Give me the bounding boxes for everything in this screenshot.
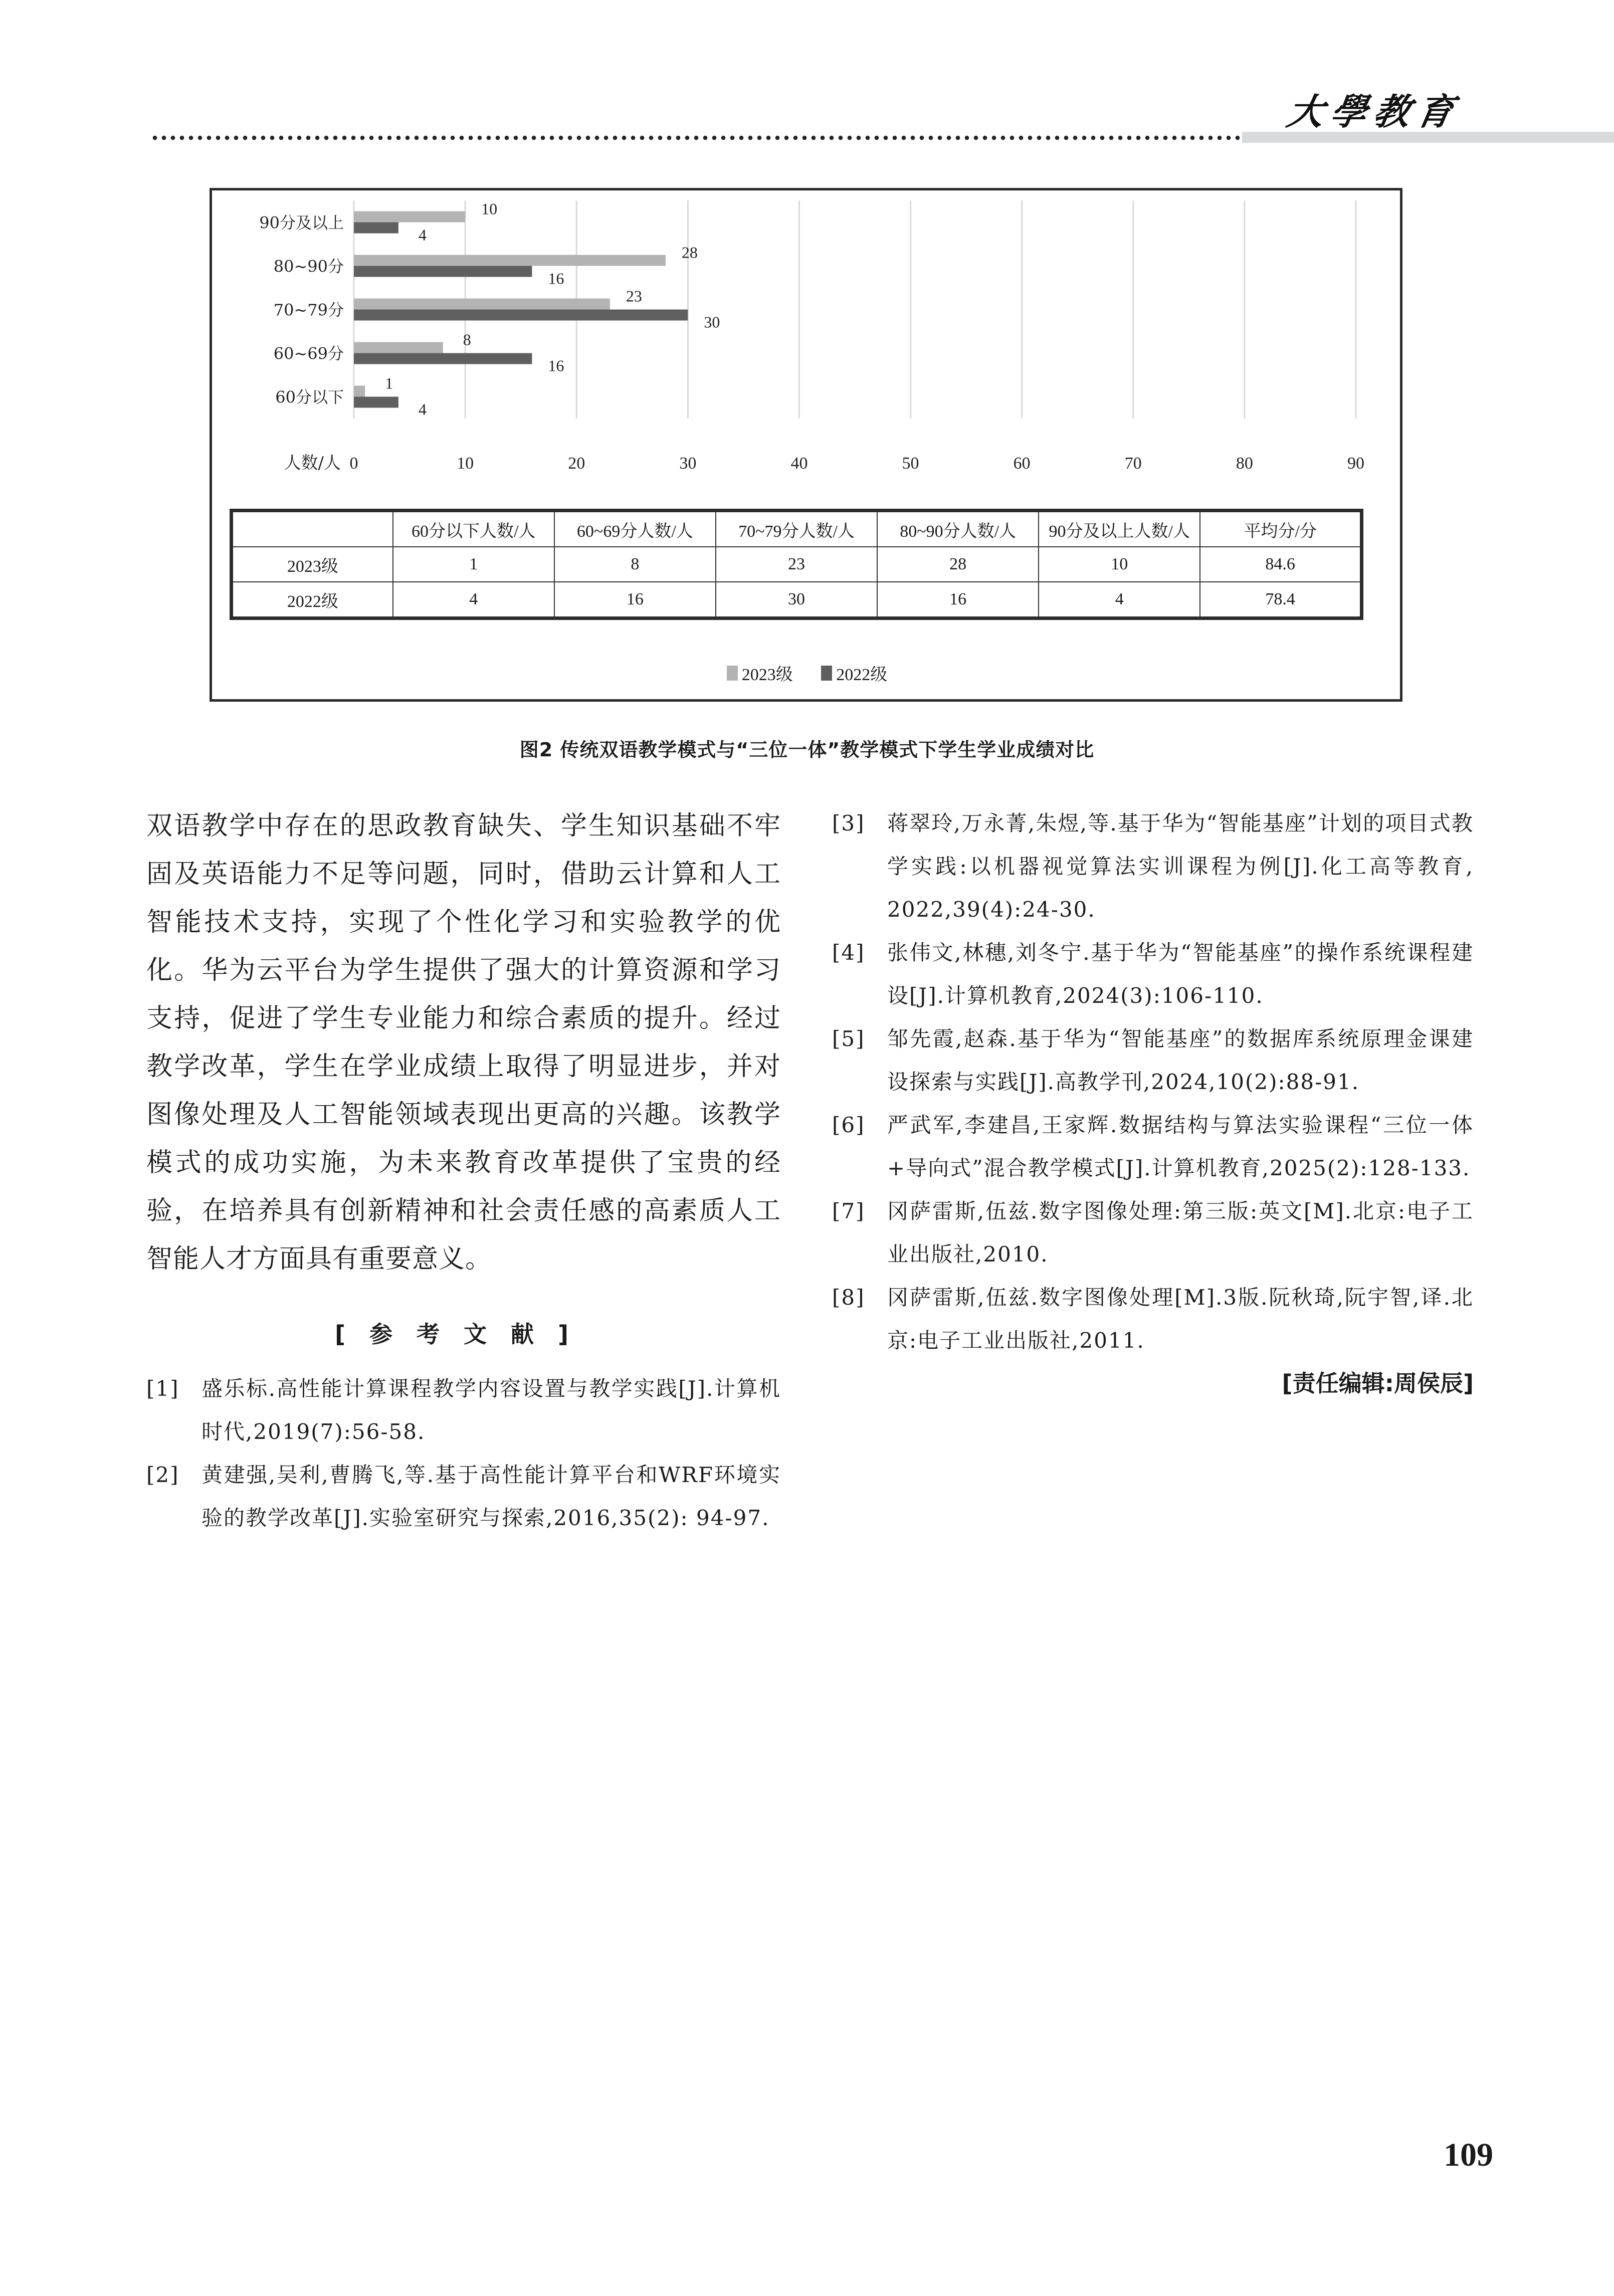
x-tick-label: 0: [349, 454, 358, 473]
reference-number: [6]: [832, 1113, 865, 1137]
reference-number: [2]: [146, 1463, 179, 1487]
header-dotted-rule: [150, 135, 1268, 140]
reference-text: 盛乐标.高性能计算课程教学内容设置与教学实践[J].计算机时代,2019(7):56-58.: [201, 1376, 781, 1444]
table-cell: 16: [877, 582, 1039, 618]
reference-text: 冈萨雷斯,伍兹.数字图像处理:第三版:英文[M].北京:电子工业出版社,2010.: [887, 1199, 1474, 1267]
category-label: 60分以下: [275, 387, 344, 407]
reference-text: 蒋翠玲,万永菁,朱煜,等.基于华为“智能基座”计划的项目式教学实践:以机器视觉算法实训课程为例[J].化工高等教育, 2022,39(4):24-30.: [887, 811, 1474, 922]
reference-list-left: [146, 1367, 781, 1540]
table-cell: 4: [393, 582, 554, 618]
category-label: 90分及以上: [259, 213, 344, 233]
labels: [259, 200, 1364, 474]
x-tick-label: 20: [568, 454, 585, 473]
bar-chart: [210, 188, 1402, 509]
reference-number: [8]: [832, 1285, 865, 1310]
references-heading: [参考文献]: [334, 1321, 593, 1348]
table-cell: 8: [554, 547, 716, 582]
x-tick-label: 10: [457, 454, 474, 473]
legend-label-2022: 2022级: [836, 666, 888, 684]
category-label: 70~79分: [273, 300, 344, 320]
legend-label-2023: 2023级: [741, 666, 793, 684]
bar-2022级: [354, 223, 398, 234]
table-header-cell: 70~79分人数/人: [716, 511, 877, 547]
bar-2023级: [354, 342, 443, 353]
x-tick-label: 80: [1236, 454, 1253, 473]
right-column: [832, 802, 1474, 1398]
reference-text: 张伟文,林穗,刘冬宁.基于华为“智能基座”的操作系统课程建设[J].计算机教育,2024(3):106-110.: [887, 940, 1474, 1008]
data-label: 16: [548, 356, 564, 375]
reference-item: [832, 1017, 1474, 1104]
data-label: 28: [681, 243, 698, 262]
reference-list-right: [832, 802, 1474, 1362]
reference-number: [4]: [832, 940, 865, 965]
bar-2023级: [354, 255, 666, 266]
editor-note: [责任编辑:周侯辰]: [1282, 1370, 1474, 1397]
table-row-label: 2022级: [232, 582, 393, 618]
figure-caption: 图2 传统双语教学模式与“三位一体”教学模式下学生学业成绩对比: [519, 739, 1095, 761]
journal-logo: 大學教育: [1284, 90, 1464, 133]
category-label: 80~90分: [273, 257, 344, 276]
table-cell: 78.4: [1200, 582, 1361, 618]
reference-item: [832, 931, 1474, 1017]
table-corner-cell: [232, 511, 393, 547]
x-tick-label: 40: [790, 454, 808, 473]
bars: [354, 212, 688, 408]
bar-2022级: [354, 266, 532, 277]
reference-number: [7]: [832, 1199, 865, 1223]
legend-item-2023: [727, 661, 793, 685]
data-label: 1: [385, 374, 393, 392]
chart-data-table: [230, 509, 1363, 620]
reference-item: [832, 1276, 1474, 1362]
data-label: 10: [481, 199, 498, 218]
reference-text: 黄建强,吴利,曹腾飞,等.基于高性能计算平台和WRF环境实验的教学改革[J].实验室研究与探索,2016,35(2): 94-97.: [201, 1463, 781, 1530]
reference-text: 严武军,李建昌,王家辉.数据结构与算法实验课程“三位一体+导向式”混合教学模式[J].计算机教育,2025(2):128-133.: [887, 1113, 1474, 1180]
bar-2023级: [354, 386, 365, 397]
data-label: 16: [548, 269, 564, 288]
reference-number: [1]: [146, 1376, 179, 1401]
bar-2023级: [354, 299, 610, 310]
reference-text: 冈萨雷斯,伍兹.数字图像处理[M].3版.阮秋琦,阮宇智,译.北京:电子工业出版社,2011.: [887, 1285, 1474, 1353]
table-cell: 4: [1039, 582, 1200, 618]
table-cell: 1: [393, 547, 554, 582]
table-header-cell: 80~90分人数/人: [877, 511, 1039, 547]
body-paragraph: 双语教学中存在的思政教育缺失、学生知识基础不牢固及英语能力不足等问题，同时，借助云计算和人工智能技术支持，实现了个性化学习和实验教学的优化。华为云平台为学生提供了强大的计算资源和学习支持，促进了学生专业能力和综合素质的提升。经过教学改革，学生在学业成绩上取得了明显进步，并对图像处理及人工智能领域表现出更高的兴趣。该教学模式的成功实施，为未来教育改革提供了宝贵的经验，在培养具有创新精神和社会责任感的高素质人工智能人才方面具有重要意义。: [146, 811, 781, 1274]
data-label: 8: [463, 330, 471, 349]
table-row-label: 2023级: [232, 547, 393, 582]
reference-item: [146, 1453, 781, 1540]
category-label: 60~69分: [273, 344, 344, 363]
table-cell: 30: [716, 582, 877, 618]
chart-legend: [0, 661, 1614, 685]
reference-item: [832, 802, 1474, 931]
data-label: 4: [418, 226, 427, 244]
left-column: [146, 802, 781, 1540]
table-row: [232, 582, 1362, 618]
table-header-row: [232, 511, 1362, 547]
reference-text: 邹先霞,赵森.基于华为“智能基座”的数据库系统原理金课建设探索与实践[J].高教学刊,2024,10(2):88-91.: [887, 1026, 1474, 1094]
legend-swatch-2023: [727, 666, 738, 681]
table-row: [232, 547, 1362, 582]
legend-item-2022: [821, 661, 887, 685]
table-cell: 10: [1039, 547, 1200, 582]
legend-swatch-2022: [821, 666, 832, 681]
page-number: 109: [1444, 2137, 1493, 2173]
reference-item: [146, 1367, 781, 1453]
table-header-cell: 60~69分人数/人: [554, 511, 716, 547]
x-tick-label: 90: [1347, 454, 1364, 473]
x-axis-label: 人数/人: [284, 453, 341, 473]
data-label: 23: [626, 287, 642, 305]
bar-2023级: [354, 212, 465, 223]
x-tick-label: 70: [1124, 454, 1142, 473]
bar-2022级: [354, 310, 688, 321]
data-label: 4: [418, 400, 427, 419]
x-tick-label: 30: [679, 454, 697, 473]
bar-2022级: [354, 397, 398, 408]
bar-2022级: [354, 353, 532, 364]
reference-item: [832, 1190, 1474, 1276]
reference-number: [5]: [832, 1026, 865, 1051]
table-header-cell: 90分及以上人数/人: [1039, 511, 1200, 547]
reference-item: [832, 1104, 1474, 1190]
table-header-cell: 平均分/分: [1200, 511, 1361, 547]
x-tick-label: 50: [902, 454, 919, 473]
table-cell: 23: [716, 547, 877, 582]
x-tick-label: 60: [1013, 454, 1031, 473]
table-header-cell: 60分以下人数/人: [393, 511, 554, 547]
reference-number: [3]: [832, 811, 865, 836]
data-label: 30: [704, 313, 720, 331]
table-cell: 84.6: [1200, 547, 1361, 582]
table-cell: 28: [877, 547, 1039, 582]
table-cell: 16: [554, 582, 716, 618]
